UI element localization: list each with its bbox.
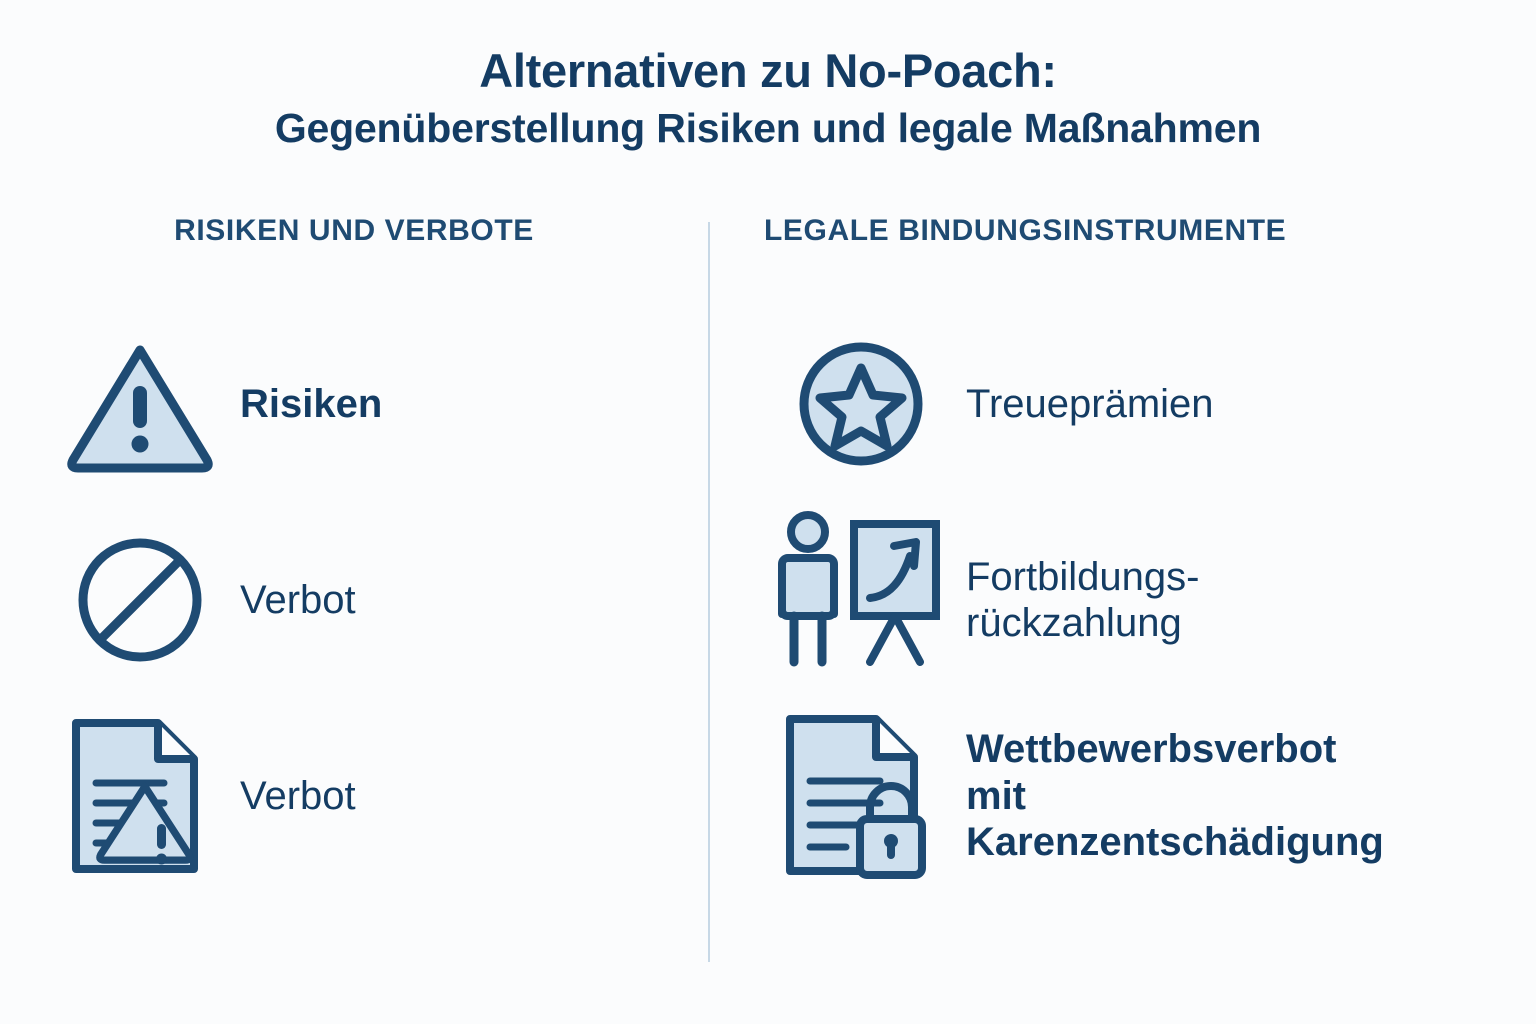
list-item-label-line1: Wettbewerbsverbot: [966, 727, 1337, 772]
list-item: [40, 502, 708, 698]
document-lock-icon: [756, 709, 966, 884]
list-item: [40, 698, 708, 894]
prohibition-sign-icon: [40, 530, 240, 670]
page-title: [0, 0, 1536, 153]
title-line-2: Gegenüberstellung Risiken und legale Maßnahmen: [274, 104, 1262, 151]
list-item-label-line3: Karenzentschädigung: [966, 820, 1384, 865]
warning-triangle-icon: [40, 334, 240, 474]
list-item-label: Verbot: [240, 773, 356, 818]
comparison-columns: [0, 214, 1536, 894]
list-item-label-line1: Fortbildungs-: [966, 554, 1200, 599]
column-legal-instruments: [708, 214, 1536, 894]
column-risks-heading: RISIKEN UND VERBOTE: [174, 214, 534, 247]
star-badge-icon: [756, 334, 966, 474]
list-item-label: [966, 726, 1384, 865]
list-item-label-line2: mit: [966, 773, 1026, 818]
list-item-label: [966, 554, 1199, 647]
list-item: [40, 306, 708, 502]
training-presentation-icon: [756, 510, 966, 690]
column-risks: [0, 214, 708, 894]
list-item-label: Treueprämien: [966, 381, 1214, 426]
list-item-label: Risiken: [240, 381, 383, 426]
list-item-label: Verbot: [240, 577, 356, 622]
list-item: [756, 306, 1536, 502]
list-item: [756, 502, 1536, 698]
list-item: [756, 698, 1536, 894]
list-item-label-line2: rückzahlung: [966, 601, 1182, 645]
column-legal-heading: LEGALE BINDUNGSINSTRUMENTE: [764, 214, 1287, 247]
title-line-1: Alternativen zu No-Poach:: [479, 44, 1057, 97]
document-warning-icon: [40, 711, 240, 881]
